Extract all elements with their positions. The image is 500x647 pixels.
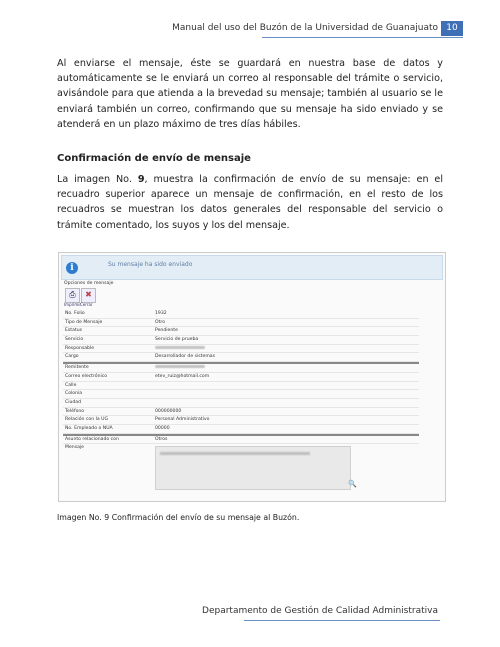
message-box [155, 446, 351, 490]
table-row [63, 362, 419, 373]
row-label: Teléfono [65, 408, 85, 414]
paragraph-2 [57, 172, 443, 233]
blurred-value [155, 346, 205, 349]
table-row [63, 416, 419, 425]
row-label: Colonia [65, 391, 83, 397]
table-row [63, 382, 419, 391]
table-row [63, 399, 419, 408]
row-value: etev_ruiz@hotmail.com [155, 373, 210, 379]
header-rule [262, 37, 463, 38]
row-value: 000000000 [155, 408, 182, 414]
row-value: Otros [155, 436, 168, 442]
print-button-label: Imprimir [64, 302, 82, 307]
subject-section [63, 434, 419, 445]
message-row [63, 444, 419, 490]
table-row [63, 345, 419, 354]
row-value: 1932 [155, 311, 167, 316]
info-icon: i [66, 262, 78, 274]
paragraph-2-bold: 9 [137, 174, 145, 185]
table-row [63, 434, 419, 445]
table-row [63, 425, 419, 434]
row-label: Remitente [65, 365, 89, 371]
row-value: Desarrollador de sistemas [155, 354, 215, 360]
details-table [63, 310, 419, 490]
row-value: Personal Administrativo [155, 417, 210, 423]
row-label: Ciudad [65, 399, 82, 405]
row-label: Responsable [65, 345, 95, 351]
message-label: Mensaje [65, 445, 85, 451]
table-row [63, 319, 419, 328]
section-heading: Confirmación de envío de mensaje [57, 153, 251, 164]
blurred-value [155, 365, 205, 368]
table-row [63, 310, 419, 319]
row-label: Correo electrónico [65, 373, 108, 379]
row-label: Cargo [65, 354, 79, 360]
service-section [63, 310, 419, 362]
close-button-label: Cerrar [80, 302, 93, 307]
figure-caption: Imagen No. 9 Confirmación del envío de su mensaje al Buzón. [57, 513, 300, 522]
page-header [0, 23, 500, 37]
footer-rule [244, 620, 440, 621]
page-footer: Departamento de Gestión de Calidad Administrativa [202, 606, 438, 616]
table-row [63, 327, 419, 336]
row-label: No. Folio [65, 311, 85, 316]
row-value [155, 345, 205, 353]
row-label: Tipo de Mensaje [65, 319, 103, 325]
table-row [63, 390, 419, 399]
row-value: Servicio de prueba [155, 337, 199, 343]
options-label: Opciones de mensaje [64, 281, 114, 286]
page-number: 10 [441, 21, 463, 36]
row-value: Otro [155, 319, 166, 325]
header-title: Manual del uso del Buzón de la Universidad de Guanajuato [172, 23, 438, 33]
confirmation-banner [61, 255, 443, 280]
row-value: Pendiente [155, 328, 178, 334]
table-row [63, 373, 419, 382]
row-value [155, 364, 205, 372]
row-value: 00000 [155, 425, 170, 431]
row-label: Estatus [65, 328, 83, 334]
paragraph-2-start: La imagen No. [57, 174, 138, 185]
row-label: Asunto relacionado con [65, 436, 119, 442]
row-label: Calle [65, 382, 77, 388]
screenshot-figure [58, 252, 446, 502]
row-label: No. Empleado o NUA [65, 425, 113, 431]
zoom-icon[interactable]: 🔍 [348, 480, 357, 489]
table-row [63, 336, 419, 345]
close-icon[interactable]: ✖ [81, 288, 96, 303]
paragraph-1: Al enviarse el mensaje, éste se guardará en nuestra base de datos y automáticamente se le enviará un correo al responsable del trámite o servicio, avisándole para que atienda a la brevedad su mensaje; también al usuario se le enviará también un correo, confirmando que su mensaje ha sido enviado y se atenderá en un plazo máximo de tres días hábiles. [57, 58, 443, 130]
table-row [63, 353, 419, 362]
row-label: Servicio [65, 337, 84, 343]
table-row [63, 408, 419, 417]
message-text-blurred [160, 452, 310, 455]
paragraph-2-end: , muestra la confirmación de envío de su mensaje: en el recuadro superior aparece un mensaje de confirmación, en el resto de los recuadros se muestran los datos generales del responsable del servicio o trámite comentado, los suyos y los del mensaje. [57, 174, 443, 231]
row-label: Relación con la UG [65, 417, 109, 423]
print-icon[interactable]: ⎙ [65, 288, 80, 303]
sender-section [63, 362, 419, 434]
banner-text: Su mensaje ha sido enviado [108, 261, 193, 268]
